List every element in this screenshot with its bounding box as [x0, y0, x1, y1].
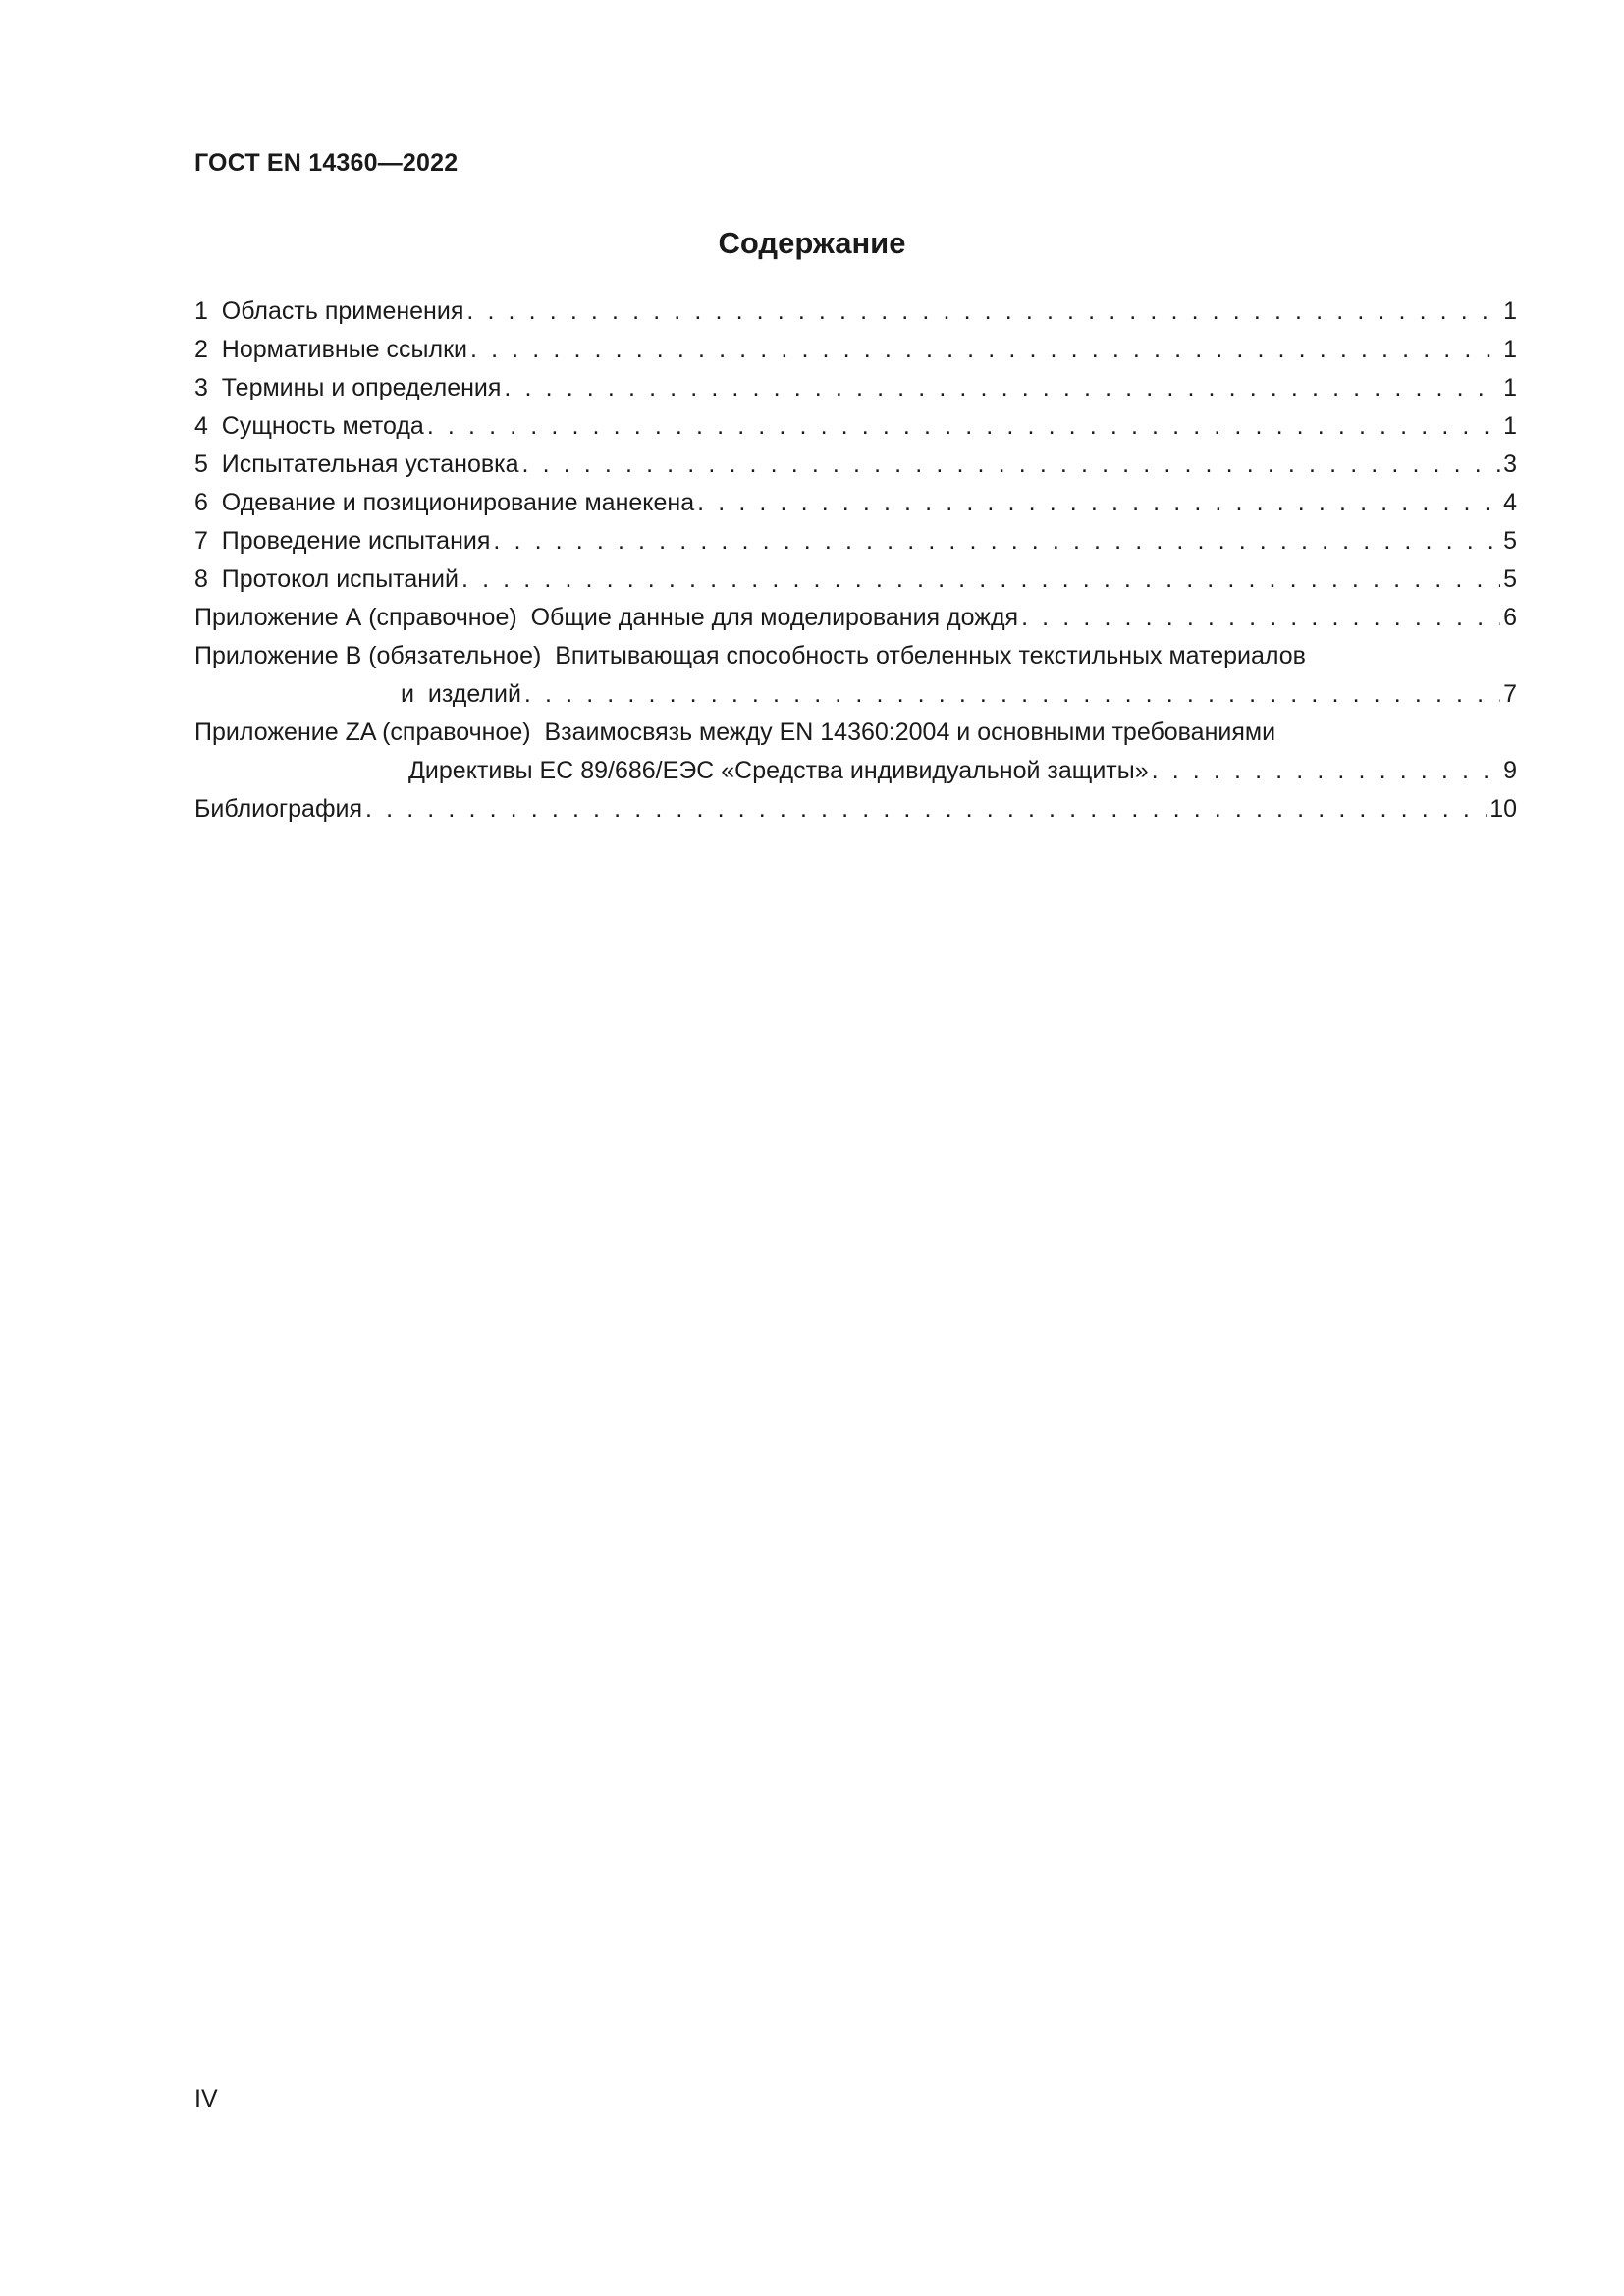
toc-item[interactable] — [194, 331, 1517, 369]
toc-item-label: Приложение ZA (справочное) Взаимосвязь между EN 14360:2004 и основными требованиями — [194, 719, 1276, 746]
toc-item-appendix-a[interactable] — [194, 599, 1517, 637]
toc-item-label: 3 Термины и определения — [194, 374, 502, 401]
toc-dot-leader — [365, 790, 1487, 828]
toc-item-label: 7 Проведение испытания — [194, 527, 491, 555]
toc-item-label: 4 Сущность метода — [194, 412, 424, 440]
toc-item-label: 2 Нормативные ссылки — [194, 336, 467, 363]
toc-item-label: Приложение А (справочное) Общие данные для моделирования дождя — [194, 604, 1019, 631]
toc-dot-leader — [466, 293, 1500, 331]
toc-dot-leader — [697, 484, 1500, 522]
toc-item[interactable] — [194, 293, 1517, 331]
toc-item[interactable] — [194, 407, 1517, 446]
toc-item-appendix-b[interactable] — [194, 637, 1517, 675]
toc-item-label: 6 Одевание и позиционирование манекена — [194, 489, 695, 516]
toc-dot-leader — [1152, 752, 1500, 790]
toc-dot-leader — [461, 561, 1500, 599]
toc-item[interactable] — [194, 561, 1517, 599]
toc-item-label: Библиография — [194, 795, 363, 823]
toc-item-label-continuation: Директивы ЕС 89/686/ЕЭС «Средства индивидуальной защиты» — [408, 757, 1149, 784]
toc-item-appendix-b-continuation[interactable] — [194, 675, 1517, 714]
toc-item-page: 9 — [1503, 757, 1517, 784]
toc-item-label-continuation: и изделий — [401, 680, 521, 708]
toc-item[interactable] — [194, 369, 1517, 407]
toc-item-page: 1 — [1503, 297, 1517, 325]
table-of-contents — [194, 293, 1517, 828]
toc-item-page: 5 — [1503, 565, 1517, 593]
toc-item[interactable] — [194, 446, 1517, 484]
toc-dot-leader — [524, 675, 1500, 714]
toc-item-page: 1 — [1503, 336, 1517, 363]
toc-item-label: 8 Протокол испытаний — [194, 565, 459, 593]
toc-dot-leader — [522, 446, 1501, 484]
toc-item-page: 1 — [1503, 412, 1517, 440]
toc-item-page: 3 — [1503, 451, 1517, 478]
toc-item-page: 1 — [1503, 374, 1517, 401]
toc-dot-leader — [1021, 599, 1500, 637]
document-code: ГОСТ EN 14360—2022 — [194, 149, 459, 177]
toc-item-label: 1 Область применения — [194, 297, 464, 325]
toc-dot-leader — [504, 369, 1500, 407]
toc-dot-leader — [470, 331, 1500, 369]
toc-item-label: Приложение В (обязательное) Впитывающая способность отбеленных текстильных материалов — [194, 642, 1306, 669]
toc-dot-leader — [493, 522, 1500, 561]
toc-item-label: 5 Испытательная установка — [194, 451, 519, 478]
toc-item[interactable] — [194, 484, 1517, 522]
toc-item[interactable] — [194, 522, 1517, 561]
toc-dot-leader — [427, 407, 1500, 446]
toc-item-page: 5 — [1503, 527, 1517, 555]
page-number: IV — [194, 2085, 218, 2112]
toc-item-appendix-za-continuation[interactable] — [194, 752, 1517, 790]
toc-item-bibliography[interactable] — [194, 790, 1517, 828]
toc-item-page: 10 — [1489, 795, 1517, 823]
toc-item-page: 4 — [1503, 489, 1517, 516]
toc-item-appendix-za[interactable] — [194, 714, 1517, 752]
toc-item-page: 7 — [1503, 680, 1517, 708]
toc-item-page: 6 — [1503, 604, 1517, 631]
toc-title: Содержание — [718, 226, 906, 260]
